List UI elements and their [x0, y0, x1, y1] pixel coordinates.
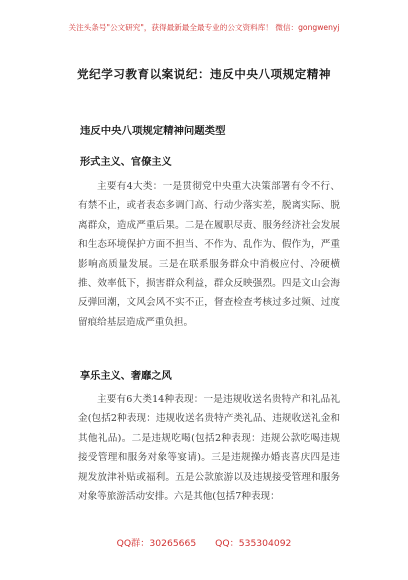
footer-contact: [0, 535, 408, 549]
paragraph-formalism: 主要有4大类：一是贯彻党中央重大决策部署有令不行、有禁不止，或者表态多调门高、行动少落实差，脱离实际、脱离群众，造成严重后果。二是在履职尽责、服务经济社会发展和生态环境保护方面不担当、不作为、乱作为、假作为，严重影响高质量发展。三是在联系服务群众中消极应付、冷硬横推、效率低下，损害群众利益，群众反映强烈。四是文山会海反弹回潮，文风会风不实不正，督查检查考核过多过频、过度留痕给基层造成严重负担。: [78, 181, 340, 328]
subheading-hedonism: 享乐主义、奢靡之风: [80, 370, 172, 382]
footer-qq: QQ：535304092: [215, 538, 292, 549]
paragraph-hedonism: 主要有6大类14种表现：一是违规收送名贵特产和礼品礼金(包括2种表现：违规收送名贵特产类礼品、违规收送礼金和其他礼品)。二是违规吃喝(包括2种表现：违规公款吃喝违规接受管理和服务对象等宴请)。三是违规操办婚丧喜庆四是违规发放津补贴或福利。五是公款旅游以及违规接受管理和服务对象等旅游活动安排。六是其他(包括7种表现：: [78, 394, 340, 503]
section-title: 违反中央八项规定精神问题类型: [80, 125, 226, 137]
document-title: 党纪学习教育以案说纪：违反中央八项规定精神: [77, 67, 331, 81]
header-notice: 关注头条号"公文研究"，获得最新最全最专业的公文资料库！ 微信：gongwenyj: [68, 23, 340, 32]
subheading-formalism: 形式主义、官僚主义: [80, 156, 172, 168]
footer-qq-group: QQ群：30265665: [116, 538, 197, 549]
